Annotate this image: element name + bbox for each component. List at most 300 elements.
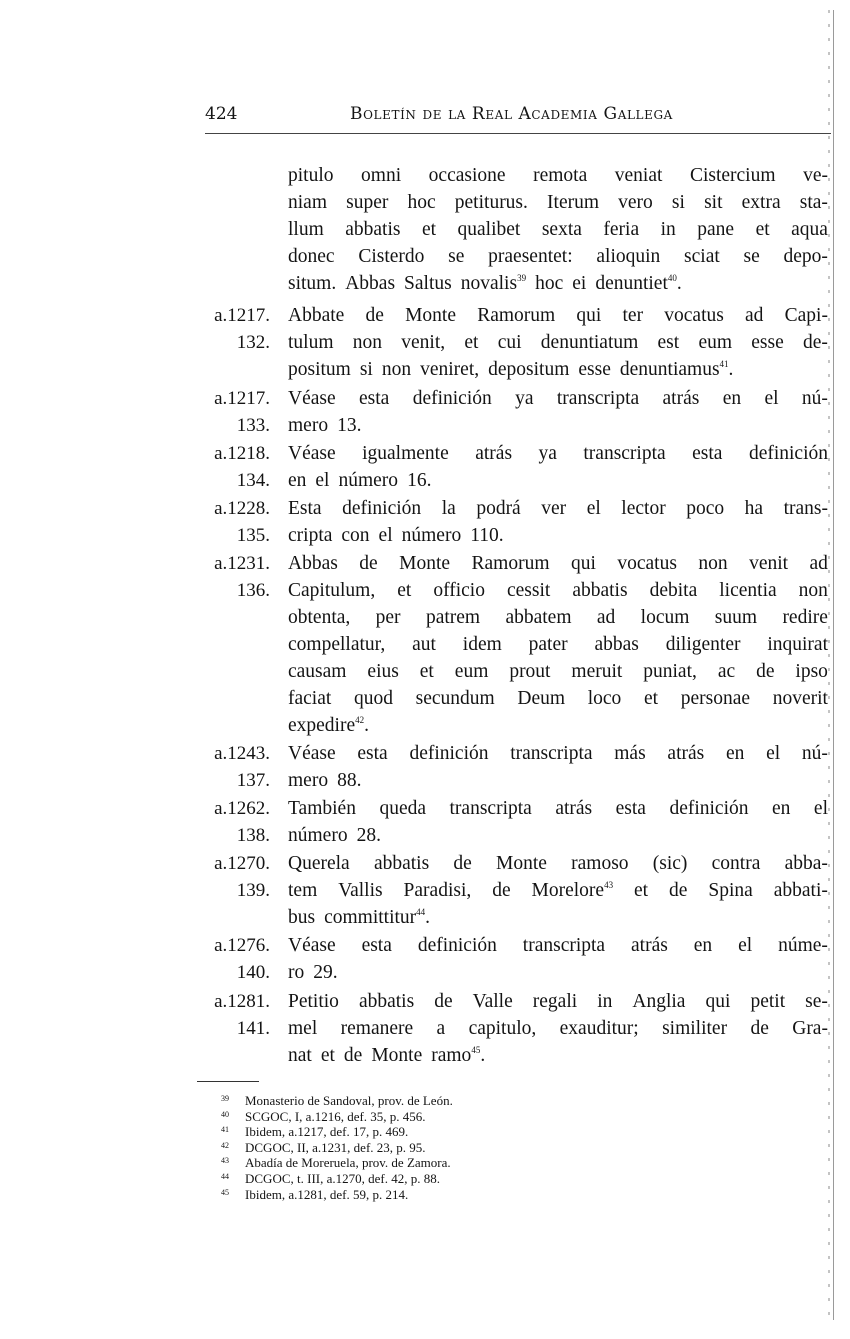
word: personae bbox=[680, 688, 751, 709]
word: qui bbox=[570, 553, 596, 574]
footnote-text: Ibidem, a.1281, def. 59, p. 214. bbox=[245, 1186, 409, 1202]
word: Deum bbox=[517, 688, 566, 709]
word: Capitulum, bbox=[288, 580, 376, 601]
text-line bbox=[288, 550, 828, 577]
word: et bbox=[419, 661, 434, 682]
word: Valle bbox=[472, 991, 513, 1012]
word: si bbox=[359, 359, 373, 380]
word: abbatem bbox=[505, 607, 572, 628]
word: debita bbox=[649, 580, 698, 601]
entry-year: a.1217. bbox=[214, 388, 270, 409]
word: el bbox=[738, 935, 753, 956]
word: depo- bbox=[783, 246, 828, 267]
footnote-text: SCGOC, I, a.1216, def. 35, p. 456. bbox=[245, 1108, 426, 1124]
footnote bbox=[215, 1155, 815, 1171]
word: pane bbox=[697, 219, 735, 240]
word: vero bbox=[618, 192, 653, 213]
text-line bbox=[288, 795, 828, 822]
scan-edge-dots bbox=[828, 10, 830, 1320]
word: non bbox=[381, 359, 412, 380]
footnote-ref: 41 bbox=[719, 359, 729, 369]
word: exauditur; bbox=[559, 1018, 639, 1039]
word: abba- bbox=[784, 853, 828, 874]
word: sexta bbox=[541, 219, 582, 240]
word: ya bbox=[515, 388, 534, 409]
word: de bbox=[750, 1018, 769, 1039]
word: ter bbox=[622, 305, 644, 326]
word: donec bbox=[288, 246, 335, 267]
word: más bbox=[614, 743, 646, 764]
word: diligenter bbox=[665, 634, 741, 655]
word: officio bbox=[433, 580, 485, 601]
entry-number: 140. bbox=[236, 962, 270, 983]
word: Abbas bbox=[288, 553, 338, 574]
word: 16. bbox=[407, 470, 432, 491]
entry-number: 132. bbox=[236, 332, 270, 353]
word: et bbox=[464, 332, 479, 353]
entry-number: 141. bbox=[236, 1018, 270, 1039]
word: Anglia bbox=[632, 991, 686, 1012]
word: et bbox=[634, 880, 649, 901]
word: non bbox=[798, 580, 828, 601]
word: a bbox=[436, 1018, 446, 1039]
word: Véase bbox=[288, 388, 336, 409]
entry-year: a.1231. bbox=[214, 553, 270, 574]
word: Véase bbox=[288, 743, 336, 764]
entry-text bbox=[288, 385, 828, 439]
text-line bbox=[288, 329, 828, 356]
word: Morelore$^{43}$ bbox=[531, 880, 614, 901]
word: expedire$^{42}$. bbox=[288, 715, 370, 736]
word: cessit bbox=[506, 580, 551, 601]
entry-text bbox=[288, 795, 828, 849]
word: loco bbox=[587, 688, 622, 709]
word: abbatis bbox=[358, 991, 415, 1012]
text-line bbox=[288, 577, 828, 604]
word: remota bbox=[533, 165, 588, 186]
word: venit, bbox=[401, 332, 446, 353]
header-rule bbox=[205, 133, 831, 134]
word: de bbox=[453, 853, 472, 874]
footnote-text: Monasterio de Sandoval, prov. de León. bbox=[245, 1093, 453, 1108]
word: atrás bbox=[555, 798, 593, 819]
word: non bbox=[352, 332, 383, 353]
word: el bbox=[813, 798, 828, 819]
word: non bbox=[698, 553, 728, 574]
entry-text bbox=[288, 302, 828, 383]
word: mero bbox=[288, 415, 329, 436]
text-line bbox=[288, 822, 828, 849]
word: Véase bbox=[288, 935, 336, 956]
word: Petitio bbox=[288, 991, 339, 1012]
word: et bbox=[320, 1045, 335, 1066]
word: de bbox=[434, 991, 453, 1012]
word: Spina bbox=[708, 880, 753, 901]
word: feria bbox=[603, 219, 640, 240]
word: Esta bbox=[288, 498, 322, 519]
word: noverit bbox=[772, 688, 828, 709]
entry-margin bbox=[190, 932, 270, 986]
word: 110. bbox=[470, 525, 504, 546]
text-line bbox=[288, 877, 828, 904]
entry-text bbox=[288, 988, 828, 1069]
footnote-ref: 43 bbox=[604, 880, 614, 890]
word: ro bbox=[288, 962, 305, 983]
word: novalis$^{39}$ bbox=[460, 273, 527, 294]
word: definición bbox=[409, 743, 489, 764]
word: en bbox=[288, 470, 307, 491]
word: de bbox=[492, 880, 511, 901]
word: Gra- bbox=[792, 1018, 828, 1039]
word: transcripta bbox=[583, 443, 666, 464]
entry-number: 136. bbox=[236, 580, 270, 601]
footnote-number: 42 bbox=[221, 1140, 229, 1150]
word: hoc bbox=[535, 273, 564, 294]
word: similiter bbox=[662, 1018, 728, 1039]
entry-text bbox=[288, 740, 828, 794]
word: et bbox=[421, 219, 437, 240]
word: denuntiamus$^{41}$. bbox=[619, 359, 734, 380]
entry-text bbox=[288, 850, 828, 931]
word: mel bbox=[288, 1018, 318, 1039]
word: 88. bbox=[337, 770, 362, 791]
word: en bbox=[772, 798, 791, 819]
word: positum bbox=[288, 359, 351, 380]
word: la bbox=[441, 498, 456, 519]
word: de bbox=[756, 661, 775, 682]
footnote-ref: 39 bbox=[517, 273, 527, 283]
page-header bbox=[205, 104, 831, 128]
word: transcripta bbox=[522, 935, 606, 956]
entry-text bbox=[288, 440, 828, 494]
word: contra bbox=[711, 853, 761, 874]
word: qui bbox=[576, 305, 602, 326]
entry-text bbox=[288, 495, 828, 549]
scan-edge-line bbox=[833, 10, 834, 1320]
word: el bbox=[766, 743, 781, 764]
word: cui bbox=[497, 332, 522, 353]
word: bus bbox=[288, 907, 316, 928]
footnote-number: 39 bbox=[221, 1094, 229, 1103]
text-line bbox=[288, 440, 828, 467]
text-line bbox=[288, 959, 828, 986]
word: el bbox=[764, 388, 779, 409]
entry-number: 138. bbox=[236, 825, 270, 846]
footnote-number: 45 bbox=[221, 1187, 229, 1197]
word: secundum bbox=[415, 688, 495, 709]
word: atrás bbox=[631, 935, 668, 956]
word: esta bbox=[615, 798, 646, 819]
word: situm. bbox=[288, 273, 337, 294]
text-line bbox=[288, 631, 828, 658]
footnote-number: 43 bbox=[221, 1156, 229, 1166]
entry-year: a.1217. bbox=[214, 305, 270, 326]
word: et bbox=[643, 688, 659, 709]
footnote-text: Ibidem, a.1217, def. 17, p. 469. bbox=[245, 1124, 409, 1140]
word: qui bbox=[705, 991, 731, 1012]
word: Cisterdo bbox=[358, 246, 425, 267]
word: si bbox=[671, 192, 685, 213]
word: abbas bbox=[594, 634, 639, 655]
text-line bbox=[288, 162, 828, 189]
word: número bbox=[401, 525, 462, 546]
word: committitur$^{44}$. bbox=[324, 907, 431, 928]
word: trans- bbox=[783, 498, 828, 519]
entry-number: 135. bbox=[236, 525, 270, 546]
word: occasione bbox=[428, 165, 506, 186]
word: esta bbox=[361, 935, 392, 956]
word: atrás bbox=[667, 743, 705, 764]
text-line bbox=[288, 495, 828, 522]
word: qualibet bbox=[457, 219, 521, 240]
word: de bbox=[359, 553, 378, 574]
word: lector bbox=[621, 498, 666, 519]
text-line bbox=[288, 712, 828, 739]
text-line bbox=[288, 850, 828, 877]
word: veniret, bbox=[420, 359, 480, 380]
word: obtenta, bbox=[288, 607, 351, 628]
word: meruit bbox=[571, 661, 623, 682]
word: suum bbox=[714, 607, 758, 628]
word: vocatus bbox=[664, 305, 724, 326]
word: en bbox=[725, 743, 745, 764]
word: Paradisi, bbox=[403, 880, 472, 901]
word: ad bbox=[809, 553, 828, 574]
word: de bbox=[365, 305, 384, 326]
word: ramo$^{45}$. bbox=[431, 1045, 486, 1066]
word: número bbox=[288, 825, 348, 846]
entry-margin bbox=[190, 795, 270, 849]
word: definición bbox=[417, 935, 497, 956]
entry-margin bbox=[190, 850, 270, 904]
word: idem bbox=[462, 634, 502, 655]
word: definición bbox=[669, 798, 749, 819]
word: inquirat bbox=[767, 634, 828, 655]
entry-margin bbox=[190, 440, 270, 494]
word: llum bbox=[288, 219, 324, 240]
word: 28. bbox=[356, 825, 381, 846]
entry-margin bbox=[190, 550, 270, 604]
word: eius bbox=[367, 661, 399, 682]
word: en bbox=[722, 388, 742, 409]
word: de- bbox=[803, 332, 828, 353]
footnote-ref: 44 bbox=[416, 907, 426, 917]
word: niam bbox=[288, 192, 327, 213]
entry-number: 139. bbox=[236, 880, 270, 901]
text-line bbox=[288, 658, 828, 685]
word: abbatis bbox=[572, 580, 628, 601]
text-line bbox=[288, 522, 828, 549]
entry-margin bbox=[190, 385, 270, 439]
word: Abbas bbox=[345, 273, 396, 294]
text-line bbox=[288, 988, 828, 1015]
word: número bbox=[338, 470, 399, 491]
word: nat bbox=[288, 1045, 312, 1066]
text-line bbox=[288, 767, 828, 794]
word: ha bbox=[744, 498, 764, 519]
entry-number: 137. bbox=[236, 770, 270, 791]
text-line bbox=[288, 243, 828, 270]
word: en bbox=[693, 935, 713, 956]
word: est bbox=[657, 332, 680, 353]
word: hoc bbox=[407, 192, 436, 213]
entry-year: a.1270. bbox=[214, 853, 270, 874]
word: esse bbox=[751, 332, 784, 353]
word: el bbox=[315, 470, 330, 491]
word: compellatur, bbox=[288, 634, 386, 655]
word: definición bbox=[748, 443, 828, 464]
footnote bbox=[215, 1140, 815, 1156]
footnote-number: 44 bbox=[221, 1171, 229, 1181]
text-line bbox=[288, 467, 828, 494]
word: puniat, bbox=[643, 661, 697, 682]
word: causam bbox=[288, 661, 347, 682]
word: transcripta bbox=[449, 798, 532, 819]
word: Cistercium bbox=[689, 165, 776, 186]
word: licentia bbox=[719, 580, 777, 601]
word: de bbox=[343, 1045, 363, 1066]
word: pitulo bbox=[288, 165, 334, 186]
word: ipso bbox=[795, 661, 828, 682]
word: Ramorum bbox=[471, 553, 550, 574]
word: ad bbox=[596, 607, 616, 628]
text-line bbox=[288, 385, 828, 412]
word: de bbox=[669, 880, 688, 901]
footnote bbox=[215, 1187, 815, 1203]
word: ac bbox=[717, 661, 736, 682]
word: petit bbox=[750, 991, 786, 1012]
word: et bbox=[755, 219, 770, 240]
entry-year: a.1276. bbox=[214, 935, 270, 956]
word: ei bbox=[572, 273, 587, 294]
footnote-ref: 40 bbox=[667, 273, 677, 283]
text-line bbox=[288, 1042, 828, 1069]
word: transcripta bbox=[556, 388, 640, 409]
word: quod bbox=[353, 688, 393, 709]
entry-margin bbox=[190, 740, 270, 794]
word: igualmente bbox=[362, 443, 449, 464]
word: eum bbox=[698, 332, 733, 353]
word: pater bbox=[528, 634, 568, 655]
entry-margin bbox=[190, 495, 270, 549]
word: denuntiatum bbox=[540, 332, 639, 353]
word: abbatis bbox=[373, 853, 430, 874]
word: ver bbox=[541, 498, 567, 519]
footnote-text: DCGOC, II, a.1231, def. 23, p. 95. bbox=[245, 1139, 426, 1155]
entry-number: 134. bbox=[236, 470, 270, 491]
word: 13. bbox=[337, 415, 362, 436]
word: nú- bbox=[801, 388, 828, 409]
word: ya bbox=[538, 443, 557, 464]
text-line bbox=[288, 189, 828, 216]
entry-number: 133. bbox=[236, 415, 270, 436]
word: mero bbox=[288, 770, 329, 791]
word: atrás bbox=[662, 388, 700, 409]
text-line bbox=[288, 740, 828, 767]
paragraph-text bbox=[288, 162, 828, 297]
footnote-number: 41 bbox=[221, 1125, 229, 1135]
text-line bbox=[288, 412, 828, 439]
entry-text bbox=[288, 932, 828, 986]
word: el bbox=[378, 525, 393, 546]
word: vocatus bbox=[617, 553, 677, 574]
word: Abbate bbox=[288, 305, 345, 326]
word: eum bbox=[454, 661, 489, 682]
footnote bbox=[215, 1093, 815, 1109]
word: esta bbox=[359, 388, 390, 409]
word: locum bbox=[640, 607, 690, 628]
word: definición bbox=[412, 388, 492, 409]
word: venit bbox=[749, 553, 789, 574]
word: Véase bbox=[288, 443, 336, 464]
word: patrem bbox=[425, 607, 481, 628]
word: esta bbox=[692, 443, 723, 464]
word: con bbox=[341, 525, 370, 546]
word: se bbox=[448, 246, 465, 267]
word: se- bbox=[805, 991, 828, 1012]
entry-year: a.1281. bbox=[214, 991, 270, 1012]
word: el bbox=[586, 498, 601, 519]
word: in bbox=[597, 991, 613, 1012]
word: ve- bbox=[803, 165, 828, 186]
word: depositum bbox=[488, 359, 570, 380]
word: podrá bbox=[476, 498, 521, 519]
entry-year: a.1243. bbox=[214, 743, 270, 764]
entry-margin bbox=[190, 988, 270, 1042]
word: alioquin bbox=[596, 246, 661, 267]
word: sta- bbox=[799, 192, 828, 213]
page-number: 424 bbox=[205, 104, 238, 124]
word: ramoso bbox=[571, 853, 629, 874]
footnote-text: Abadía de Moreruela, prov. de Zamora. bbox=[245, 1155, 451, 1171]
word: veniat bbox=[614, 165, 663, 186]
word: sit bbox=[704, 192, 723, 213]
word: Ramorum bbox=[477, 305, 556, 326]
footnote-rule bbox=[197, 1081, 259, 1082]
word: praesentet: bbox=[488, 246, 573, 267]
word: poco bbox=[686, 498, 725, 519]
word: 29. bbox=[313, 962, 338, 983]
entry-text bbox=[288, 550, 828, 739]
word: tem bbox=[288, 880, 318, 901]
word: abbati- bbox=[773, 880, 828, 901]
word: (sic) bbox=[652, 853, 688, 874]
word: et bbox=[397, 580, 412, 601]
text-line bbox=[288, 685, 828, 712]
word: Vallis bbox=[338, 880, 383, 901]
word: capitulo, bbox=[468, 1018, 537, 1039]
word: aut bbox=[412, 634, 436, 655]
word: super bbox=[346, 192, 389, 213]
word: transcripta bbox=[510, 743, 593, 764]
word: remanere bbox=[340, 1018, 414, 1039]
word: petiturus. bbox=[454, 192, 528, 213]
word: Querela bbox=[288, 853, 350, 874]
text-line bbox=[288, 604, 828, 631]
footnote-text: DCGOC, t. III, a.1270, def. 42, p. 88. bbox=[245, 1170, 440, 1186]
word: atrás bbox=[475, 443, 513, 464]
text-line bbox=[288, 904, 828, 931]
text-line bbox=[288, 356, 828, 383]
word: regali bbox=[532, 991, 578, 1012]
word: nú- bbox=[801, 743, 828, 764]
text-line bbox=[288, 216, 828, 243]
word: Monte bbox=[405, 305, 457, 326]
word: Monte bbox=[371, 1045, 423, 1066]
footnote bbox=[215, 1171, 815, 1187]
word: queda bbox=[379, 798, 427, 819]
word: sciat bbox=[684, 246, 720, 267]
